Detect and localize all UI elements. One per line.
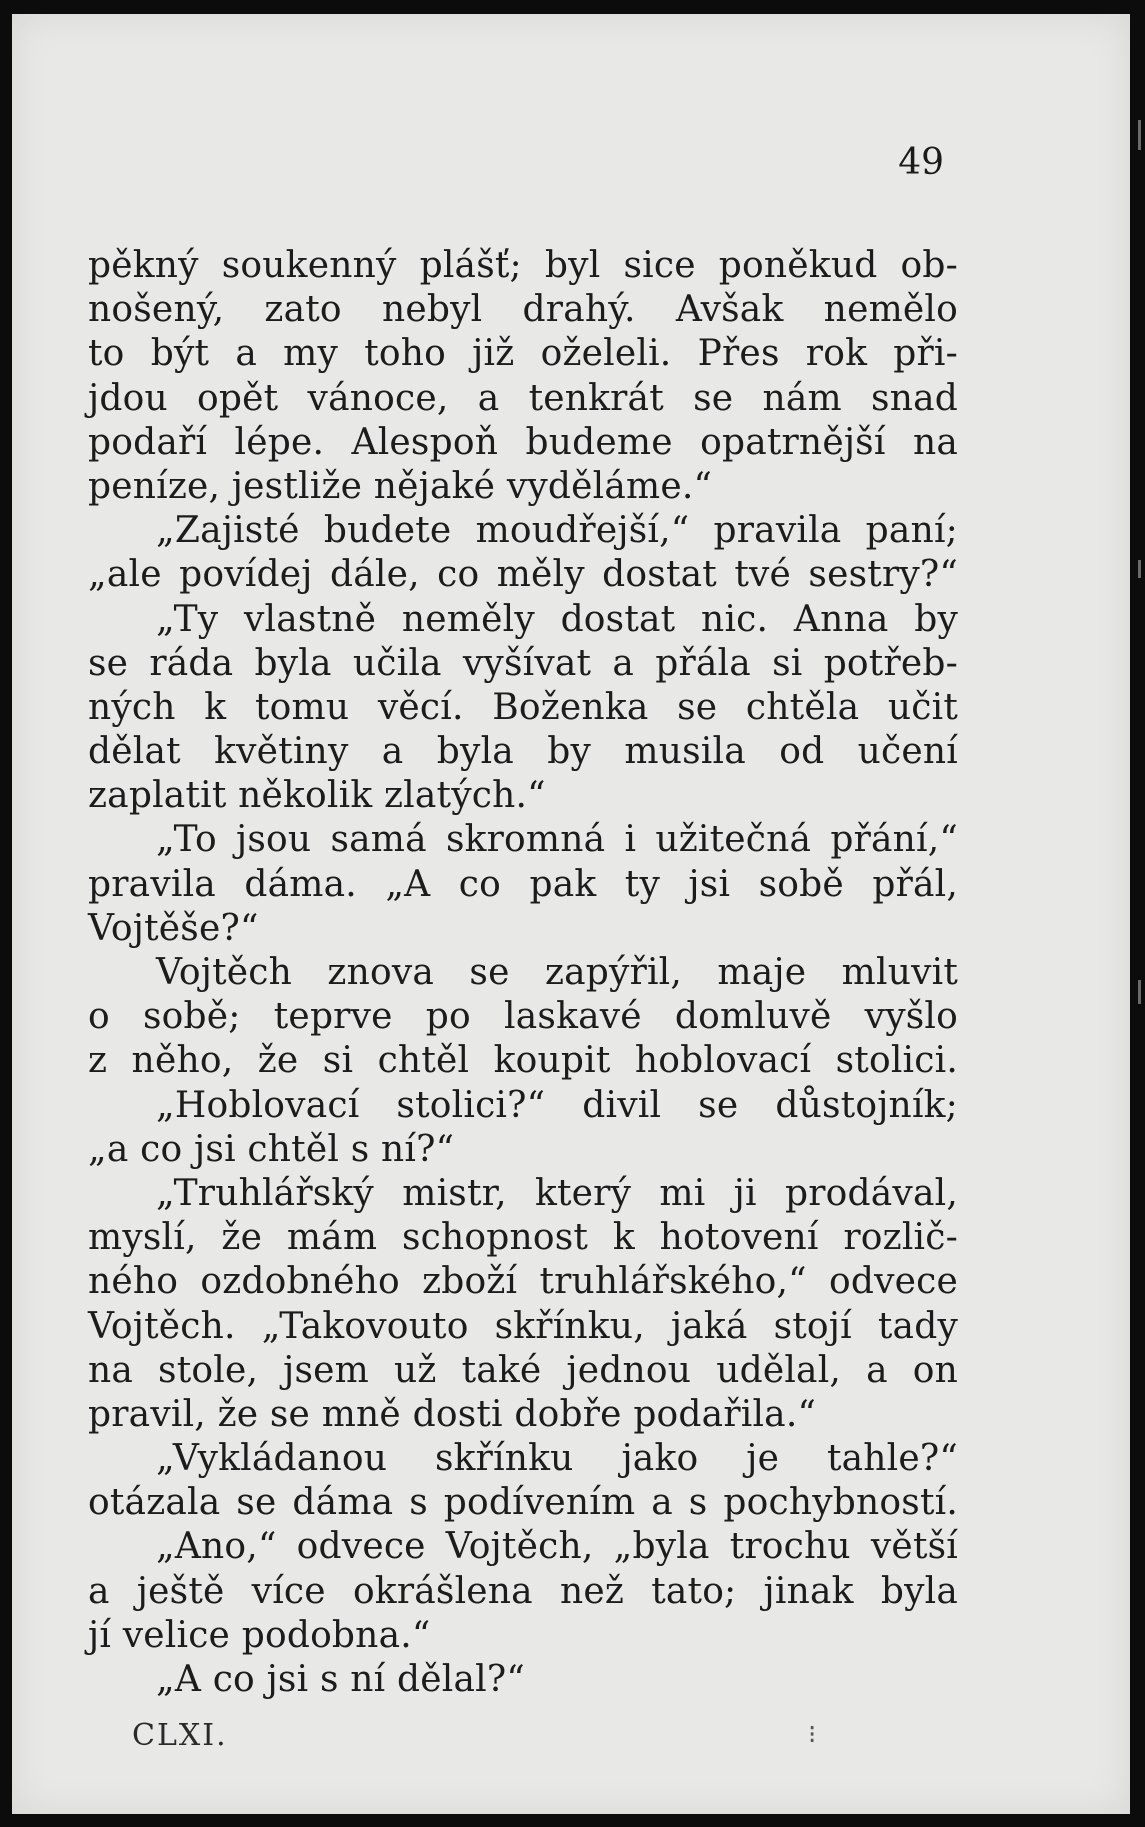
text-line: „Ano,“ odvece Vojtěch, „byla trochu větší [156,1526,958,1568]
book-page [12,14,1130,1814]
text-line: o sobě; teprve po laskavé domluvě vyšlo [88,996,958,1038]
text-line: „Vykládanou skřínku jako je tahle?“ [156,1438,958,1480]
text-line: jdou opět vánoce, a tenkrát se nám snad [88,377,958,419]
text-line: zaplatit několik zlatých.“ [88,775,546,817]
text-line: to být a my toho již oželeli. Přes rok při- [88,333,958,375]
printer-mark: ⁝ [808,1720,817,1750]
text-line: peníze, jestliže nějaké vyděláme.“ [88,465,713,507]
page-edge-artifact [1138,980,1141,1004]
text-line: a ještě více okrášlena než tato; jinak byla [88,1570,958,1612]
printer-signature: CLXI. [132,1718,228,1753]
text-line: „To jsou samá skromná i užitečná přání,“ [156,819,958,861]
page-number: 49 [898,142,944,183]
text-line: „Truhlářský mistr, který mi ji prodával, [156,1172,958,1214]
text-line: „a co jsi chtěl s ní?“ [88,1128,455,1170]
text-line: nošený, zato nebyl drahý. Avšak nemělo [88,289,958,331]
text-line: se ráda byla učila vyšívat a přála si potřeb- [88,642,958,684]
text-line: na stole, jsem už také jednou udělal, a on [88,1349,958,1391]
text-line: ného ozdobného zboží truhlářského,“ odvece [88,1261,958,1303]
text-line: pravila dáma. „A co pak ty jsi sobě přál, [88,863,958,905]
text-line: jí velice podobna.“ [88,1614,431,1656]
text-line: otázala se dáma s podívením a s pochybností. [88,1482,958,1524]
text-line: „Hoblovací stolici?“ divil se důstojník; [156,1084,958,1126]
text-line: podaří lépe. Alespoň budeme opatrnější na [88,421,958,463]
text-line: Vojtěše?“ [88,907,259,949]
text-line: ných k tomu věcí. Boženka se chtěla učit [88,686,958,728]
text-line: dělat květiny a byla by musila od učení [88,731,958,773]
page-edge-artifact [1138,560,1141,578]
text-line: Vojtěch znova se zapýřil, maje mluvit [156,952,958,993]
text-line: z něho, že si chtěl koupit hoblovací stolici. [88,1040,958,1082]
text-line: pěkný soukenný plášť; byl sice poněkud ob- [88,245,958,286]
page-edge-artifact [1138,120,1141,150]
text-line: „Zajisté budete moudřejší,“ pravila paní; [156,510,958,552]
text-line: Vojtěch. „Takovouto skřínku, jaká stojí tady [88,1305,958,1347]
text-line: „ale povídej dále, co měly dostat tvé sestry?“ [88,554,958,596]
text-line: pravil, že se mně dosti dobře podařila.“ [88,1393,817,1435]
text-line: „Ty vlastně neměly dostat nic. Anna by [156,598,958,640]
body-text [88,244,958,1702]
text-line: „A co jsi s ní dělal?“ [156,1659,525,1700]
text-line: myslí, že mám schopnost k hotovení rozlič- [88,1217,958,1259]
